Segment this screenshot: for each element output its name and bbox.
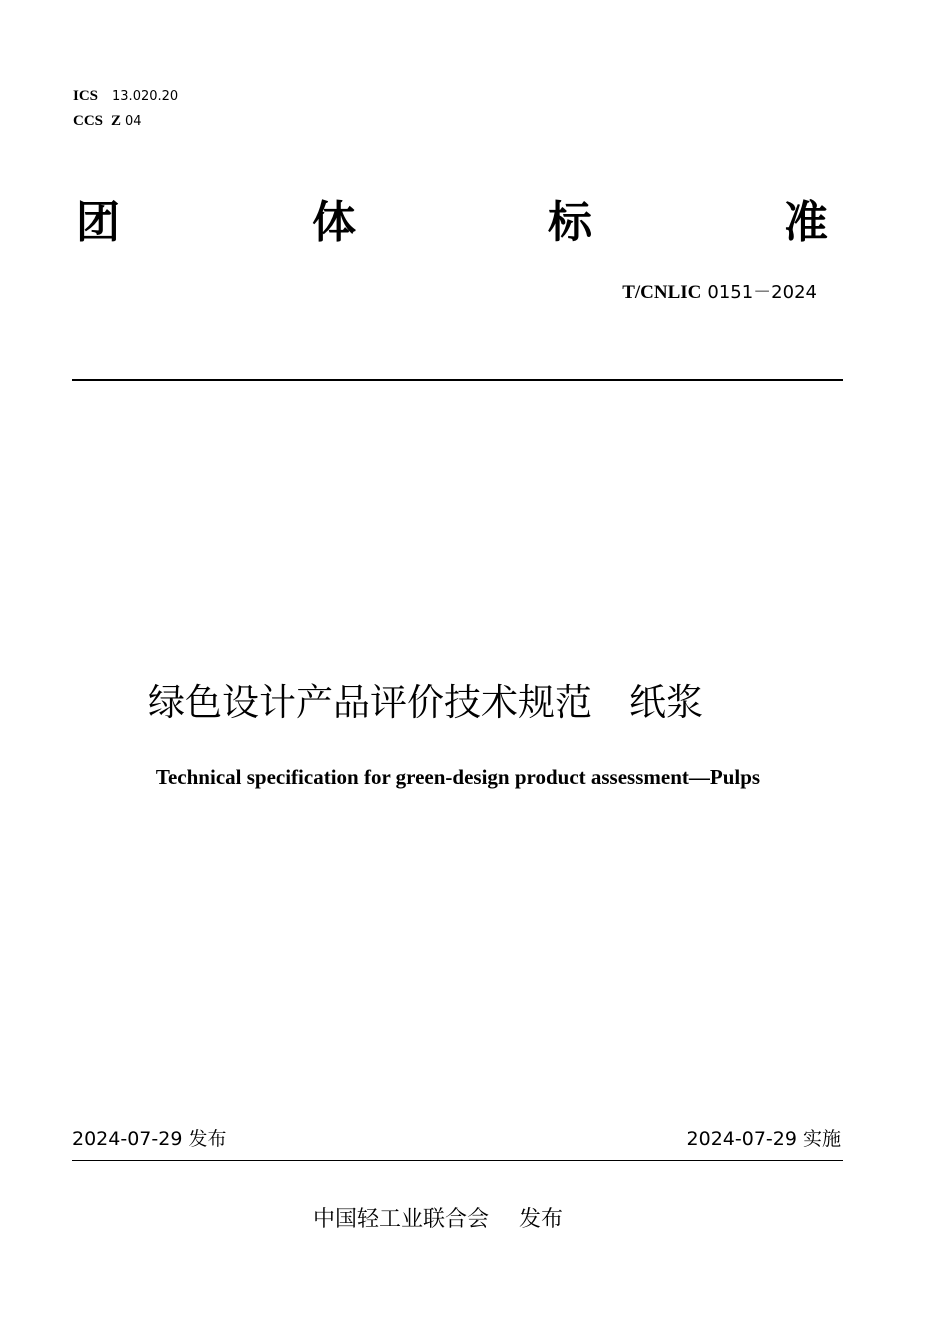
- ccs-letter: Z: [111, 113, 122, 129]
- title-chinese-row: [0, 634, 950, 726]
- implement-date: 2024-07-29 实施: [686, 1128, 841, 1150]
- standard-code-number: 0151－2024: [707, 282, 817, 303]
- standard-type-char-3: 标: [548, 197, 592, 248]
- ccs-label: CCS: [73, 113, 104, 129]
- title-english: Technical specification for green-design product assessment—Pulps: [155, 765, 761, 789]
- issuer-name: 中国轻工业联合会: [313, 1207, 490, 1232]
- issuer-action: 发布: [519, 1207, 564, 1232]
- ics-value: 13.020.20: [112, 89, 179, 104]
- ics-line: [73, 88, 178, 105]
- bottom-divider: [72, 1160, 843, 1161]
- standard-type-char-1: 团: [76, 197, 120, 248]
- ics-label: ICS: [73, 88, 99, 104]
- ccs-line: [73, 113, 142, 130]
- ccs-number: 04: [125, 114, 142, 129]
- standard-type-char-2: 体: [312, 197, 356, 248]
- publish-date: 2024-07-29 发布: [72, 1128, 227, 1150]
- title-chinese: 绿色设计产品评价技术规范 纸浆: [148, 681, 703, 724]
- standard-type-char-4: 准: [784, 197, 828, 248]
- standard-code-prefix: T/CNLIC: [622, 282, 702, 303]
- top-divider: [72, 379, 843, 381]
- standard-code: [622, 282, 817, 304]
- issuer-line: [313, 1205, 563, 1235]
